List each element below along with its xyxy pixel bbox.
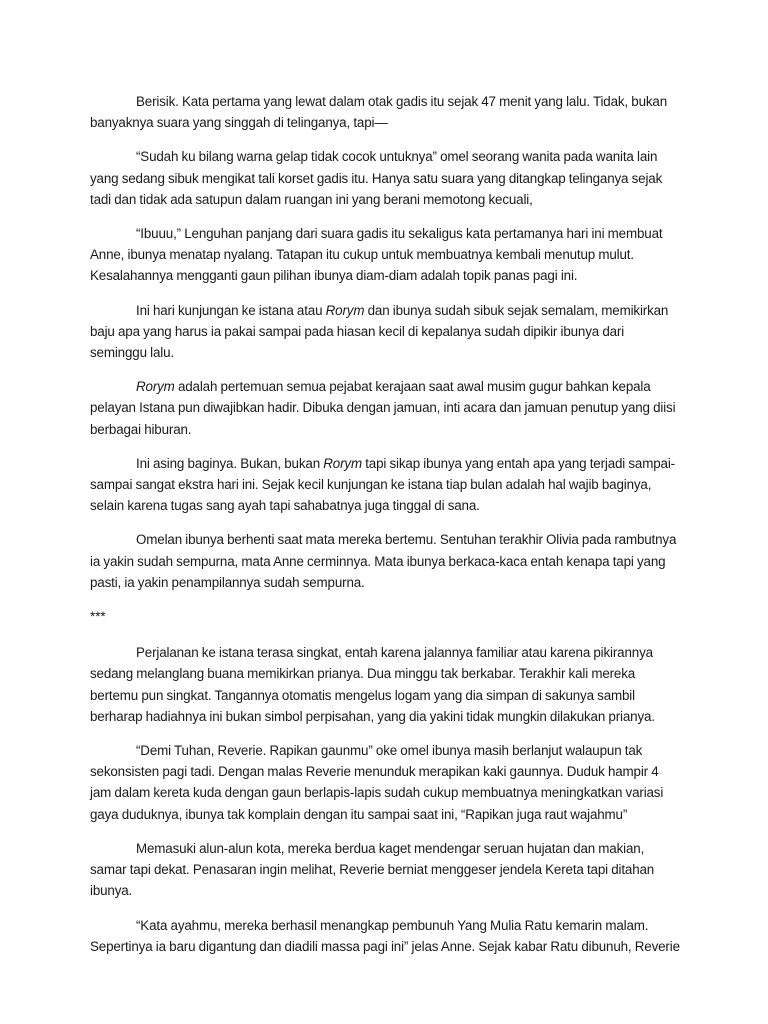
paragraph-text: Perjalanan ke istana terasa singkat, entah karena jalannya familiar atau karena pikirannya sedang melanglang buana memikirkan prianya. Dua minggu tak berkabar. Terakhir kali mereka bertemu pun singkat. Tangannya otomatis mengelus logam yang dia simpan di sakunya sambil berharap hadiahnya ini bukan simbol perpisahan, yang dia yakini tidak mungkin dilakukan prianya. [90,645,655,724]
paragraph [90,300,680,364]
paragraph [90,376,680,440]
paragraph-text: “Demi Tuhan, Reverie. Rapikan gaunmu” oke omel ibunya masih berlanjut walaupun tak sekonsisten pagi tadi. Dengan malas Reverie menunduk merapikan kaki gaunnya. Duduk hampir 4 jam dalam kereta kuda dengan gaun berlapis-lapis sudah cukup membuatnya meningkatkan variasi gaya duduknya, ibunya tak komplain dengan itu sampai saat ini, “Rapikan juga raut wajahmu” [90,743,664,822]
italic-term: Rorym [323,455,362,471]
paragraph-text: *** [90,609,106,625]
paragraph-text: Omelan ibunya berhenti saat mata mereka bertemu. Sentuhan terakhir Olivia pada rambutnya ia yakin sudah sempurna, mata Anne cerminnya. Mata ibunya berkaca-kaca entah kenapa tapi yang pasti, ia yakin penampilannya sudah sempurna. [90,532,677,590]
paragraph [90,223,680,287]
paragraph-text: adalah pertemuan semua pejabat kerajaan saat awal musim gugur bahkan kepala pelayan Istana pun diwajibkan hadir. Dibuka dengan jamuan, inti acara dan jamuan penutup yang diisi berbagai hiburan. [90,379,676,437]
paragraph-text: tapi sikap ibunya yang entah apa yang terjadi sampai-sampai sangat ekstra hari ini. Sejak kecil kunjungan ke istana tiap bulan adalah hal wajib baginya, selain karena tugas sang ayah tapi sahabatnya juga tinggal di sana. [90,455,675,514]
section-separator [90,606,680,627]
paragraph [90,453,680,517]
paragraph-text: dan ibunya sudah sibuk sejak semalam, memikirkan baju apa yang harus ia pakai sampai pada hiasan kecil di kepalanya sudah dipikir ibunya dari seminggu lalu. [90,302,669,361]
paragraph-text: “Ibuuu,” Lenguhan panjang dari suara gadis itu sekaligus kata pertamanya hari ini membuat Anne, ibunya menatap nyalang. Tatapan itu cukup untuk membuatnya kembali menutup mulut. Kesalahannya mengganti gaun pilihan ibunya diam-diam adalah topik panas pagi ini. [90,226,663,284]
italic-term: Rorym [136,379,175,395]
paragraph-text: “Kata ayahmu, mereka berhasil menangkap pembunuh Yang Mulia Ratu kemarin malam. Sepertinya ia baru digantung dan diadili massa pagi ini” jelas Anne. Sejak kabar Ratu dibunuh, Reverie [90,917,680,954]
paragraph-text: Ini hari kunjungan ke istana atau [136,302,326,318]
paragraph [90,915,680,957]
paragraph-text: Berisik. Kata pertama yang lewat dalam otak gadis itu sejak 47 menit yang lalu. Tidak, bukan banyaknya suara yang singgah di telinganya, tapi— [90,94,668,131]
paragraph [90,642,680,727]
paragraph-text: Memasuki alun-alun kota, mereka berdua kaget mendengar seruan hujatan dan makian, samar tapi dekat. Penasaran ingin melihat, Reverie berniat menggeser jendela Kereta tapi ditahan ibunya. [90,840,655,899]
paragraph-text: “Sudah ku bilang warna gelap tidak cocok untuknya” omel seorang wanita pada wanita lain yang sedang sibuk mengikat tali korset gadis itu. Hanya satu suara yang ditangkap telinganya sejak tadi dan tidak ada satupun dalam ruangan ini yang berani memotong kecuali, [90,149,663,207]
paragraph [90,838,680,902]
italic-term: Rorym [325,302,365,318]
paragraph-text: Ini asing baginya. Bukan, bukan [136,455,324,471]
paragraph [90,740,680,825]
paragraph [90,529,680,593]
paragraph [90,146,680,210]
document-body [90,91,680,970]
paragraph [90,91,680,133]
